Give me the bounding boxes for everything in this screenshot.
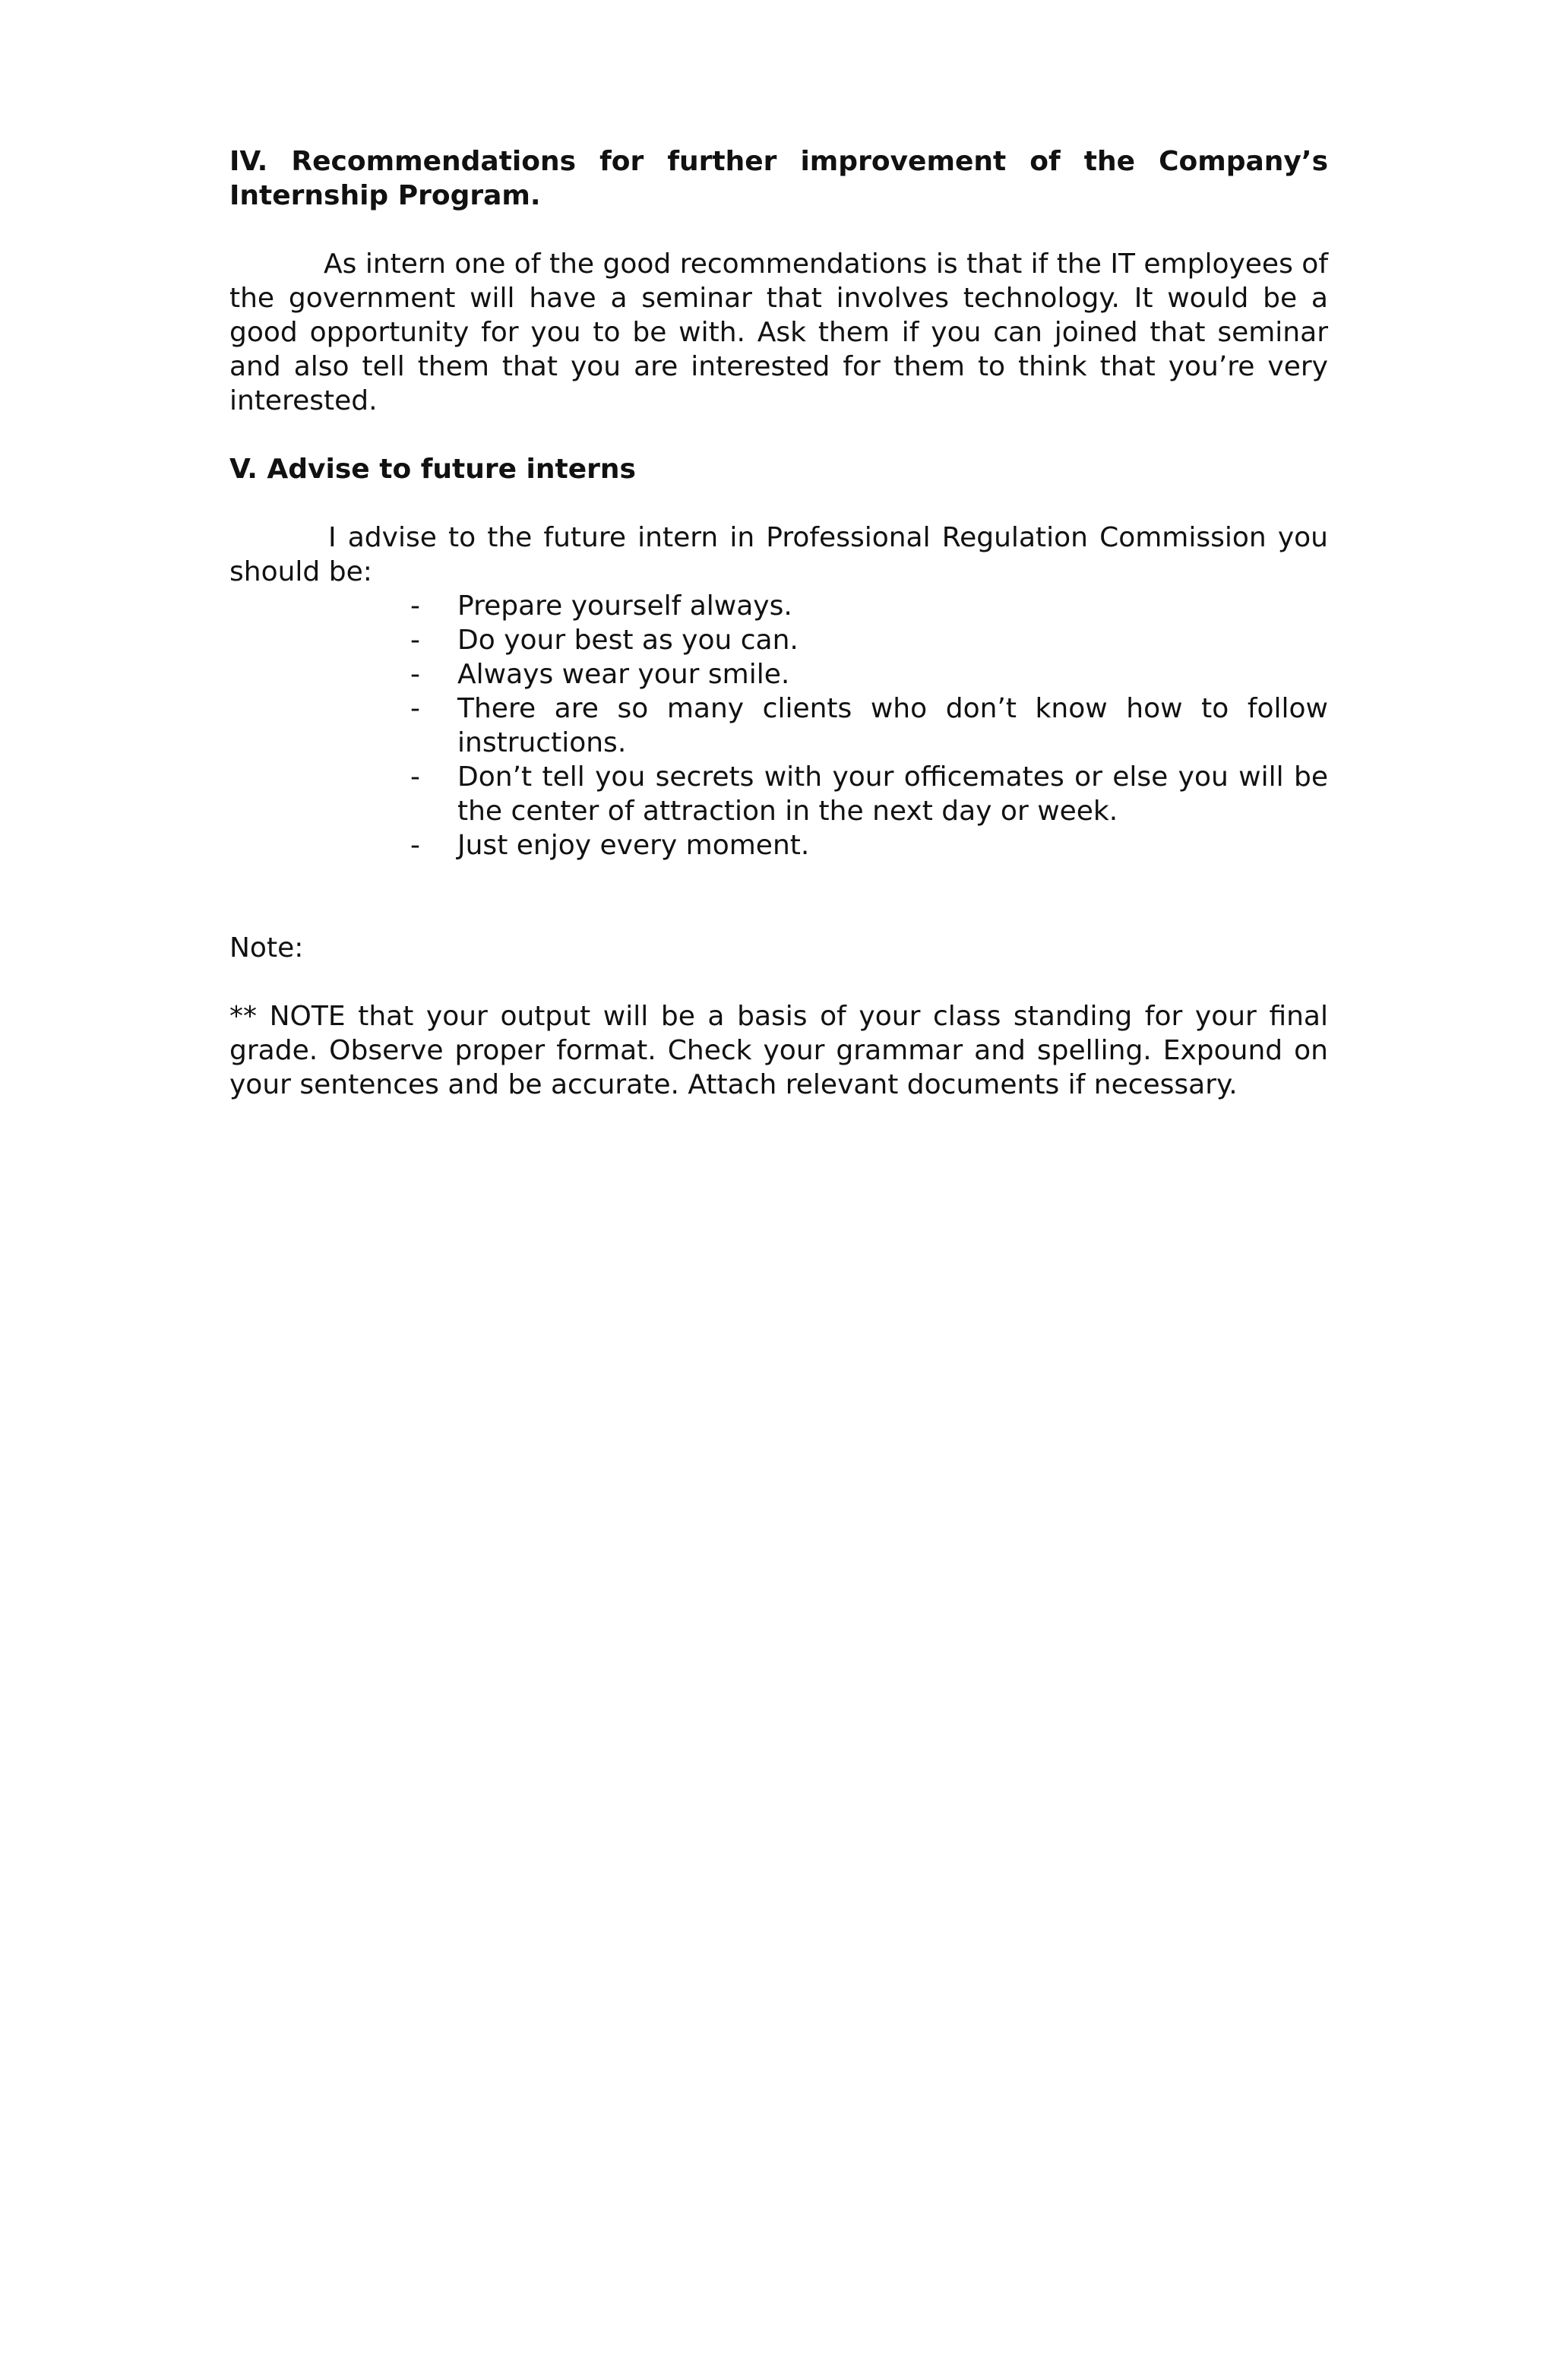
section-v-heading: V. Advise to future interns xyxy=(229,454,636,485)
section-v-intro: I advise to the future intern in Professional Regulation Commission you should be: xyxy=(229,522,1328,587)
list-item xyxy=(410,623,1328,657)
list-item xyxy=(410,692,1328,760)
list-item xyxy=(410,828,1328,862)
bullet-dash: - xyxy=(410,761,420,793)
bullet-dash: - xyxy=(410,625,420,656)
list-item-text: There are so many clients who don’t know how to follow instructions. xyxy=(457,693,1328,758)
list-item xyxy=(410,589,1328,623)
document-page xyxy=(229,144,1328,1102)
section-iv-paragraph: As intern one of the good recommendations is that if the IT employees of the government will have a seminar that involves technology. It would be a good opportunity for you to be with. Ask them if you can joined that seminar and also tell them that you are interested for them to think that you’re very interested. xyxy=(229,248,1328,416)
list-item-text: Just enjoy every moment. xyxy=(457,830,810,861)
list-item-text: Prepare yourself always. xyxy=(457,590,792,622)
note-label: Note: xyxy=(229,932,304,964)
list-item-text: Don’t tell you secrets with your officemates or else you will be the center of attraction in the next day or week. xyxy=(457,761,1328,827)
bullet-dash: - xyxy=(410,830,420,861)
list-item-text: Do your best as you can. xyxy=(457,625,799,656)
advice-list xyxy=(229,589,1328,862)
bullet-dash: - xyxy=(410,659,420,690)
note-text: ** NOTE that your output will be a basis of your class standing for your final grade. Observe proper format. Check your grammar and spelling. Expound on your sentences and be accurate. Attach relevant documents if necessary. xyxy=(229,1001,1328,1100)
bullet-dash: - xyxy=(410,590,420,622)
list-item xyxy=(410,657,1328,692)
list-item xyxy=(410,760,1328,828)
bullet-dash: - xyxy=(410,693,420,724)
list-item-text: Always wear your smile. xyxy=(457,659,790,690)
section-iv-heading: IV. Recommendations for further improvement of the Company’s Internship Program. xyxy=(229,146,1328,211)
